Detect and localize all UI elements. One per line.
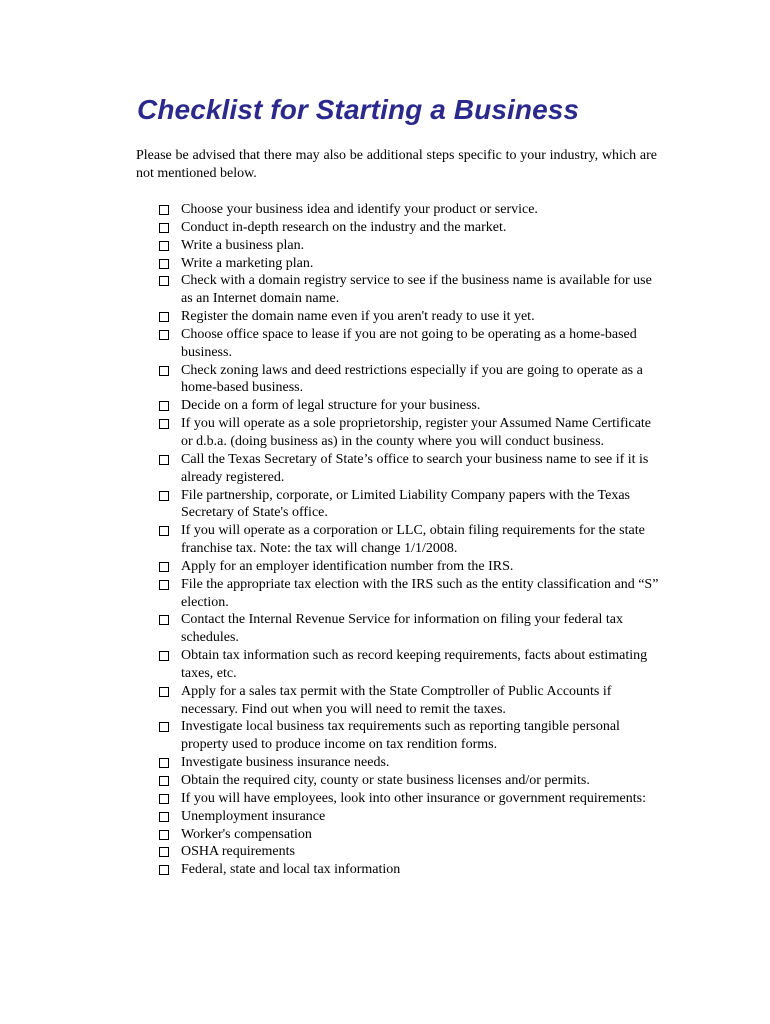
checkbox[interactable] — [159, 276, 169, 286]
checkbox[interactable] — [159, 847, 169, 857]
checklist-item-text: Obtain tax information such as record keeping requirements, facts about estimating taxes, etc. — [181, 648, 648, 681]
checklist-item — [159, 362, 664, 398]
checklist-item-text: If you will have employees, look into other insurance or government requirements: — [181, 790, 646, 806]
checklist-item-text: If you will operate as a sole proprietorship, register your Assumed Name Certificate or d.b.a. (doing business as) in the county where you will conduct business. — [181, 416, 652, 449]
checklist-item — [159, 237, 664, 255]
checklist-item — [159, 754, 664, 772]
intro-paragraph: Please be advised that there may also be additional steps specific to your industry, which are not mentioned below. — [136, 148, 657, 181]
checklist-item — [159, 826, 664, 844]
checkbox[interactable] — [159, 366, 169, 376]
checkbox[interactable] — [159, 223, 169, 233]
checklist-item — [159, 647, 664, 683]
checkbox[interactable] — [159, 562, 169, 572]
checkbox[interactable] — [159, 687, 169, 697]
checklist-item — [159, 558, 664, 576]
checkbox[interactable] — [159, 865, 169, 875]
checklist-item — [159, 451, 664, 487]
checklist-item-text: Obtain the required city, county or state business licenses and/or permits. — [181, 773, 590, 788]
checklist-item — [159, 255, 664, 273]
checklist-item — [159, 397, 664, 415]
checklist-item-text: Apply for an employer identification number from the IRS. — [181, 558, 514, 574]
checklist-item-text: OSHA requirements — [181, 844, 295, 860]
checklist-item — [159, 790, 664, 808]
checklist-item-text: File the appropriate tax election with the IRS such as the entity classification and “S” election. — [181, 576, 659, 610]
checklist-item-text: Worker's compensation — [181, 826, 312, 842]
checklist-item — [159, 487, 664, 523]
checklist-item — [159, 219, 664, 237]
checklist-item — [159, 843, 664, 861]
checklist-item-text: Conduct in-depth research on the industry and the market. — [181, 219, 507, 235]
checkbox[interactable] — [159, 830, 169, 840]
checklist-item-text: Choose your business idea and identify your product or service. — [181, 202, 538, 217]
checklist-item — [159, 522, 664, 558]
checklist-item-text: Call the Texas Secretary of State’s office to search your business name to see if it is already registered. — [181, 451, 649, 485]
checklist-item-text: Contact the Internal Revenue Service for information on filing your federal tax schedules. — [181, 612, 624, 646]
checkbox[interactable] — [159, 259, 169, 269]
checklist-item-text: Check zoning laws and deed restrictions especially if you are going to operate as a home-based business. — [181, 362, 643, 396]
checklist-item — [159, 326, 664, 362]
checkbox[interactable] — [159, 776, 169, 786]
checkbox[interactable] — [159, 526, 169, 536]
checkbox[interactable] — [159, 758, 169, 768]
checkbox[interactable] — [159, 455, 169, 465]
checklist-item-text: File partnership, corporate, or Limited Liability Company papers with the Texas Secretary of State's office. — [181, 487, 630, 521]
checkbox[interactable] — [159, 722, 169, 732]
checkbox[interactable] — [159, 241, 169, 251]
checklist-item-text: Investigate local business tax requirements such as reporting tangible personal property used to produce income on tax rendition forms. — [181, 719, 620, 753]
checkbox[interactable] — [159, 651, 169, 661]
checklist-item-text: Write a business plan. — [181, 237, 305, 253]
page-title: Checklist for Starting a Business — [137, 94, 580, 125]
checkbox[interactable] — [159, 419, 169, 429]
checkbox[interactable] — [159, 312, 169, 322]
checkbox[interactable] — [159, 491, 169, 501]
checkbox[interactable] — [159, 330, 169, 340]
checklist-item-text: Decide on a form of legal structure for your business. — [181, 398, 481, 414]
checkbox[interactable] — [159, 205, 169, 215]
checklist-item-text: Investigate business insurance needs. — [181, 755, 390, 771]
checklist-item-text: Choose office space to lease if you are not going to be operating as a home-based business. — [181, 326, 637, 360]
checkbox[interactable] — [159, 794, 169, 804]
checklist-item-text: Check with a domain registry service to see if the business name is available for use as an Internet domain name. — [181, 273, 652, 307]
checklist-item — [159, 272, 664, 308]
checklist-item — [159, 308, 664, 326]
checkbox[interactable] — [159, 401, 169, 411]
checklist-item — [159, 861, 664, 879]
checklist-item — [159, 808, 664, 826]
checkbox[interactable] — [159, 580, 169, 590]
checklist-item-text: Apply for a sales tax permit with the State Comptroller of Public Accounts if necessary. Find out when you will need to remit the taxes. — [181, 683, 612, 717]
checklist-item-text: Write a marketing plan. — [181, 255, 314, 271]
checklist-item-text: Register the domain name even if you aren't ready to use it yet. — [181, 309, 535, 325]
checklist-item — [159, 201, 664, 219]
checklist-item — [159, 576, 664, 612]
checkbox[interactable] — [159, 615, 169, 625]
checkbox[interactable] — [159, 812, 169, 822]
checklist-item — [159, 772, 664, 790]
checklist-item — [159, 683, 664, 719]
checklist-item-text: Federal, state and local tax information — [181, 862, 401, 878]
checklist-item-text: If you will operate as a corporation or LLC, obtain filing requirements for the state franchise tax. Note: the tax will change 1/1/2008. — [181, 523, 645, 557]
checklist-item — [159, 611, 664, 647]
checklist-item — [159, 415, 664, 451]
checklist — [159, 201, 664, 879]
checklist-item — [159, 718, 664, 754]
checklist-item-text: Unemployment insurance — [181, 808, 326, 824]
